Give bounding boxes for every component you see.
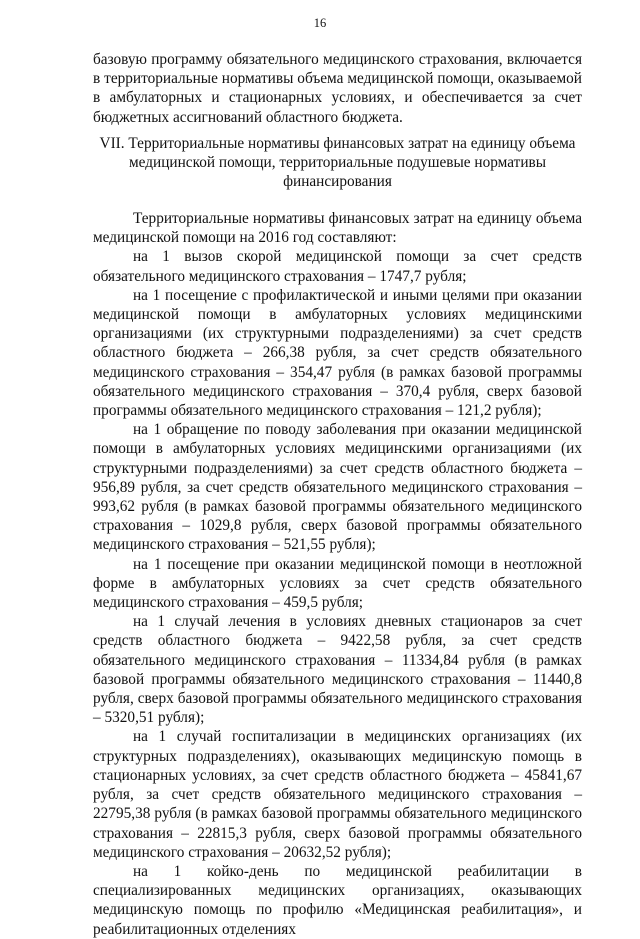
intro-paragraph: базовую программу обязательного медицинского страхования, включается в территориальные нормативы объема медицинской помощи, оказываемой в амбулаторных и стационарных условиях, и обеспечивается за счет бюджетных ассигнований областного бюджета. <box>93 51 582 126</box>
list-item: на 1 случай госпитализации в медицинских организациях (их структурных подразделениях), оказывающих медицинскую помощь в стационарных условиях, за счет средств областного бюджета – 45841,67 рубля, за счет средств обязательного медицинского страхования – 22795,38 рубля (в рамках базовой программы обязательного медицинского страхования – 22815,3 рубля, сверх базовой программы обязательного медицинского страхования – 20632,52 рубля); <box>93 728 582 861</box>
intro-block <box>93 50 582 127</box>
list-item: на 1 вызов скорой медицинской помощи за счет средств обязательного медицинского страхования – 1747,7 рубля; <box>93 248 582 285</box>
list-item: на 1 посещение при оказании медицинской помощи в неотложной форме в амбулаторных условиях за счет средств обязательного медицинского страхования – 459,5 рубля; <box>93 555 582 612</box>
list-item: на 1 случай лечения в условиях дневных стационаров за счет средств областного бюджета – 9422,58 рубля, за счет средств обязательного медицинского страхования – 11334,84 рубля (в рамках базовой программы обязательного медицинского страхования – 11440,8 рубля, сверх базовой программы обязательного медицинского страхования – 5320,51 рубля); <box>93 613 582 727</box>
lead-paragraph: Территориальные нормативы финансовых затрат на единицу объема медицинской помощи на 2016 год составляют: <box>93 210 582 247</box>
list-item: на 1 койко-день по медицинской реабилитации в специализированных медицинских организациях, оказывающих медицинскую помощь по профилю «Медицинская реабилитация», и реабилитационных отделениях <box>93 862 582 938</box>
list-item: на 1 посещение с профилактической и иными целями при оказании медицинской помощи в амбулаторных условиях медицинскими организациями (их структурными подразделениями) за счет средств областного бюджета – 266,38 рубля, за счет средств обязательного медицинского страхования – 354,47 рубля (в рамках базовой программы обязательного медицинского страхования – 370,4 рубля, сверх базовой программы обязательного медицинского страхования – 121,2 рубля); <box>93 286 582 420</box>
list-item: на 1 обращение по поводу заболевания при оказании медицинской помощи в амбулаторных условиях медицинскими организациями (их структурными подразделениями) за счет средств областного бюджета – 956,89 рубля, за счет средств обязательного медицинского страхования – 993,62 рубля (в рамках базовой программы обязательного медицинского страхования – 1029,8 рубля, сверх базовой программы обязательного медицинского страхования – 521,55 рубля); <box>93 421 582 554</box>
page-number: 16 <box>313 16 327 30</box>
section-heading: VII. Территориальные нормативы финансовых затрат на единицу объема медицинской помощи, территориальные подушевые нормативы финансирования <box>99 135 576 191</box>
main-text-block <box>93 209 582 939</box>
